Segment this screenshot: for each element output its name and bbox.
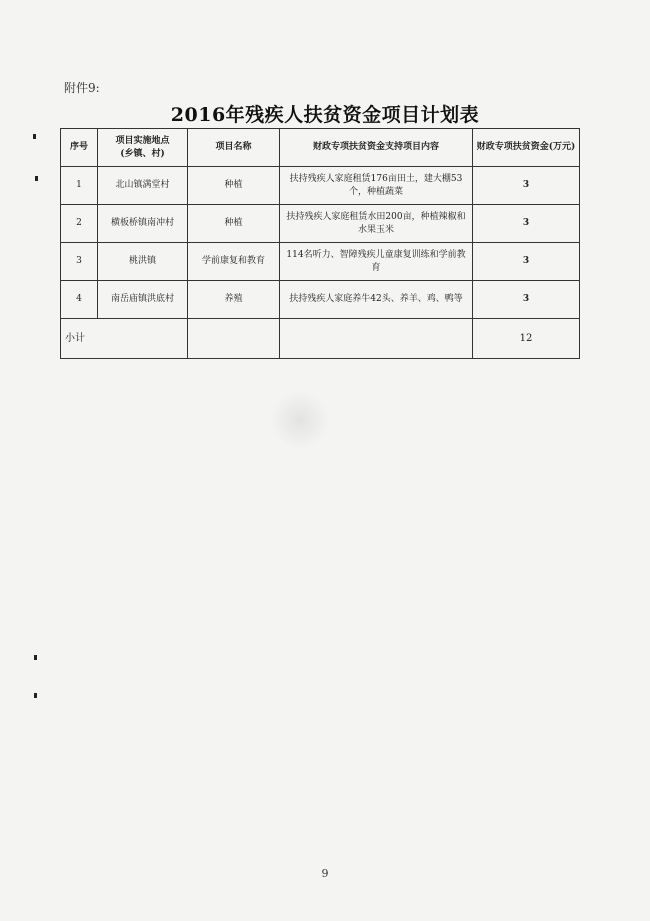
header-funds: 财政专项扶贫资金(万元) bbox=[473, 129, 580, 167]
binding-hole-mark bbox=[34, 655, 37, 660]
page-title: 2016年残疾人扶贫资金项目计划表 bbox=[170, 104, 480, 126]
cell-no: 3 bbox=[61, 243, 98, 281]
cell-location: 南岳庙镇洪底村 bbox=[98, 281, 188, 319]
cell-no: 1 bbox=[61, 167, 98, 205]
cell-funds: 3 bbox=[473, 205, 580, 243]
table-row bbox=[61, 205, 580, 243]
table-total-row bbox=[61, 319, 580, 359]
total-empty-name bbox=[188, 319, 280, 359]
cell-name: 学前康复和教育 bbox=[188, 243, 280, 281]
table-row bbox=[61, 167, 580, 205]
page-number: 9 bbox=[321, 867, 329, 880]
cell-funds: 3 bbox=[473, 167, 580, 205]
total-empty-content bbox=[280, 319, 473, 359]
cell-no: 4 bbox=[61, 281, 98, 319]
cell-location: 横板桥镇南冲村 bbox=[98, 205, 188, 243]
header-name: 项目名称 bbox=[188, 129, 280, 167]
table-row bbox=[61, 281, 580, 319]
header-no: 序号 bbox=[61, 129, 98, 167]
funding-plan-table bbox=[60, 128, 580, 359]
scan-stain bbox=[270, 390, 330, 450]
cell-content: 扶持残疾人家庭租赁176亩田土，建大棚53个，种植蔬菜 bbox=[280, 167, 473, 205]
cell-funds: 3 bbox=[473, 243, 580, 281]
total-label: 小计 bbox=[61, 319, 188, 359]
binding-hole-mark bbox=[35, 176, 38, 181]
cell-content: 扶持残疾人家庭养牛42头、养羊、鸡、鸭等 bbox=[280, 281, 473, 319]
binding-hole-mark bbox=[33, 134, 36, 139]
cell-funds: 3 bbox=[473, 281, 580, 319]
header-content: 财政专项扶贫资金支持项目内容 bbox=[280, 129, 473, 167]
cell-content: 扶持残疾人家庭租赁水田200亩，种植辣椒和水果玉米 bbox=[280, 205, 473, 243]
binding-hole-mark bbox=[34, 693, 37, 698]
table-row bbox=[61, 243, 580, 281]
table-header-row bbox=[61, 129, 580, 167]
total-funds: 12 bbox=[473, 319, 580, 359]
cell-location: 桃洪镇 bbox=[98, 243, 188, 281]
cell-name: 养殖 bbox=[188, 281, 280, 319]
cell-content: 114名听力、智障残疾儿童康复训练和学前教育 bbox=[280, 243, 473, 281]
header-location-line2: (乡镇、村) bbox=[120, 148, 165, 159]
attachment-label: 附件9: bbox=[64, 81, 100, 95]
cell-location: 北山镇满堂村 bbox=[98, 167, 188, 205]
cell-name: 种植 bbox=[188, 205, 280, 243]
cell-name: 种植 bbox=[188, 167, 280, 205]
header-location-line1: 项目实施地点 bbox=[115, 135, 170, 146]
cell-no: 2 bbox=[61, 205, 98, 243]
header-location bbox=[98, 129, 188, 167]
